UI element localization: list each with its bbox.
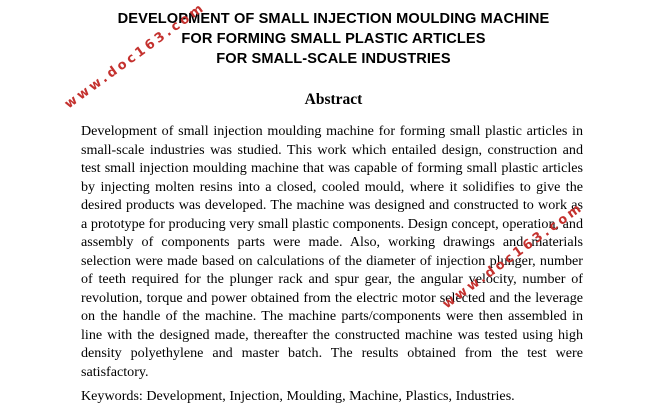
abstract-body: Development of small injection moulding machine for forming small plastic articles in small-scale industries was studied. This work which entailed design, construction and test small injection moulding machine that was capable of forming small plastic articles by injecting molten resins into a closed, cooled mould, where it solidifies to give the desired products was developed. The machine was designed and constructed to work as a prototype for producing very small plastic components. Design concept, operation, and assembly of components parts were made. Also, working drawings and materials selection were made based on calculations of the diameter of injection plunger, number of teeth required for the plunger rack and spur gear, the angular velocity, number of revolution, torque and power obtained from the electric motor selected and the leverage on the handle of the machine. The machine parts/components were then assembled in line with the designed made, thereafter the constructed machine was tested using high density polyethylene and master batch. The results obtained from the test were satisfactory. [81,123,583,380]
watermark-text: www.doc163.com [440,199,587,313]
title-line-1: DEVELOPMENT OF SMALL INJECTION MOULDING MACHINE [117,11,550,27]
document-title [20,9,647,69]
watermark-text: www.doc163.com [62,0,209,113]
abstract-heading: Abstract [304,91,363,108]
keywords-line: Keywords: Development, Injection, Moulding, Machine, Plastics, Industries. [81,388,515,404]
title-line-2: FOR FORMING SMALL PLASTIC ARTICLES [181,31,486,47]
title-line-3: FOR SMALL-SCALE INDUSTRIES [216,51,451,67]
